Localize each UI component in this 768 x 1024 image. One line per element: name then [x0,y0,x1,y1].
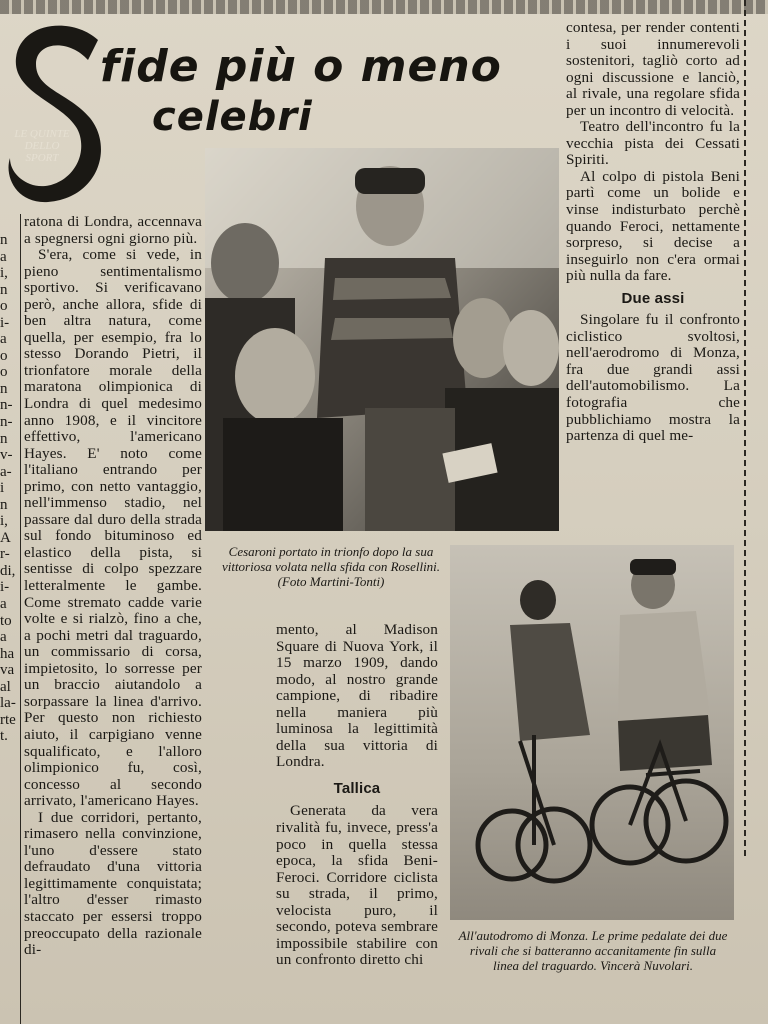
right-para-2: Teatro dell'incontro fu la vecchia pista dei Cessati Spiriti. [566,118,740,169]
left-column [24,214,202,959]
margin-fragment: a [0,331,7,348]
rubric-line-1: LE QUINTE [14,128,70,140]
margin-fragment: v- [0,447,13,464]
headline-line-2: celebri [152,94,313,140]
adjacent-column-fragments [0,232,20,745]
margin-fragment: o [0,298,8,315]
margin-fragment: i [0,480,5,497]
headline-line-1: fide più o meno [100,41,502,92]
photo-monza-image [450,545,734,920]
margin-fragment: va [0,662,15,679]
photo-monza-cyclists [450,545,734,920]
decorative-initial-s [2,18,114,208]
margin-fragment: la- [0,695,16,712]
right-heading: Due assi [621,289,685,307]
margin-fragment: t. [0,728,8,745]
middle-para-1: mento, al Madison Square di Nuova York, il 15 marzo 1909, dando modo, al nostro grande campione, di ribadire nella maniera più luminosa la legittimità della sua vittoria di Londra. [276,621,438,771]
middle-column [276,622,438,969]
margin-fragment: n [0,232,8,248]
margin-fragment: n- [0,414,13,431]
margin-fragment: al [0,678,11,695]
margin-fragment: i- [0,579,10,596]
left-para-1: ratona di Londra, accennava a spegnersi ogni giorno più. [24,213,202,247]
rubric-line-3: SPORT [25,152,59,164]
margin-fragment: a [0,248,7,265]
margin-fragment: to [0,612,12,629]
photo-cesaroni-image [205,148,559,531]
previous-article-strip [0,0,768,14]
margin-fragment: n [0,496,8,513]
margin-fragment: n [0,430,8,447]
margin-fragment: di, [0,562,16,579]
margin-fragment: a [0,629,7,646]
rubric-line-2: DELLO [24,140,60,152]
photo-1-caption: Cesaroni portato in trionfo dopo la sua vittoriosa volata nella sfida con Rosellini. (Foto Martini-Tonti) [221,544,441,589]
right-para-3: Al colpo di pistola Beni partì come un bolide e vinse indisturbato perchè quando Feroci, nettamente sorpreso, si decise a inseguirlo non c'era ormai più nulla da fare. [566,167,740,285]
right-column [566,20,740,445]
margin-fragment: A [0,529,11,546]
margin-fragment: r- [0,546,10,563]
photo-2-caption: All'autodromo di Monza. Le prime pedalate dei due rivali che si batteranno accanitamente fin sulla linea del traguardo. Vincerà Nuvolari. [458,928,728,973]
margin-fragment: n- [0,397,13,414]
column-rule-right [744,0,746,860]
margin-fragment: a- [0,463,12,480]
margin-fragment: o [0,364,8,381]
middle-para-2: Generata da vera rivalità fu, invece, press'a poco in quella stessa epoca, la sfida Beni-Feroci. Corridore ciclista su strada, il primo, velocista puro, il secondo, poteva sembrare impossibile stabilire con un confronto diretto chi [276,802,438,969]
middle-heading: Tallica [333,779,381,797]
margin-fragment: ha [0,645,15,662]
photo-cesaroni-triumph [205,148,559,531]
column-rule-left [20,214,21,1024]
right-para-1: contesa, per render contenti i suoi innumerevoli sostenitori, tagliò corto ad ogni discussione e lanciò, al rivale, una regolare sfida per un incontro di velocità. [566,19,740,119]
left-para-2: S'era, come si vede, in pieno sentimentalismo sportivo. Si verificavano però, anche allora, sfide di ben altra natura, come quella, per esempio, fra lo stesso Dorando Pietri, il trionfatore morale della maratona olimpionica di Londra di quel medesimo anno 1908, e il vincitore effettivo, l'americano Hayes. E' noto come l'italiano entrando per primo, con netto vantaggio, nell'immenso stadio, nel passare dal duro della strada sul fondo bituminoso ed elastico della pista, si sentisse di colpo spezzare letteralmente le gambe. Come stremato cadde varie volte e si rialzò, fino a che, a pochi metri dal traguardo, un commissario di corsa, impietosito, lo sorresse per un braccio aiutandolo a sorpassare la linea d'arrivo. Per questo non richiesto aiuto, il carpigiano venne squalificato, e l'alloro olimpionico fu, così, concesso al secondo arrivato, l'americano Hayes. [24,246,202,810]
margin-fragment: n [0,380,8,397]
right-para-4: Singolare fu il confronto ciclistico svoltosi, nell'aerodromo di Monza, fra due grandi assi dell'automobilismo. La fotografia che pubblichiamo mostra la partenza di quel me- [566,311,740,445]
margin-fragment: i, [0,265,8,282]
left-para-3: I due corridori, pertanto, rimasero nella convinzione, l'uno d'essere stato defraudato d'una vittoria legittimamente conquistata; l'altro d'esser rimasto staccato per essersi troppo preoccupato della razionale di- [24,808,202,959]
margin-fragment: i- [0,314,10,331]
rubric-label [0,128,84,164]
margin-fragment: o [0,347,8,364]
margin-fragment: a [0,596,7,613]
margin-fragment: n [0,281,8,298]
margin-fragment: i, [0,513,8,530]
margin-fragment: rte [0,711,16,728]
